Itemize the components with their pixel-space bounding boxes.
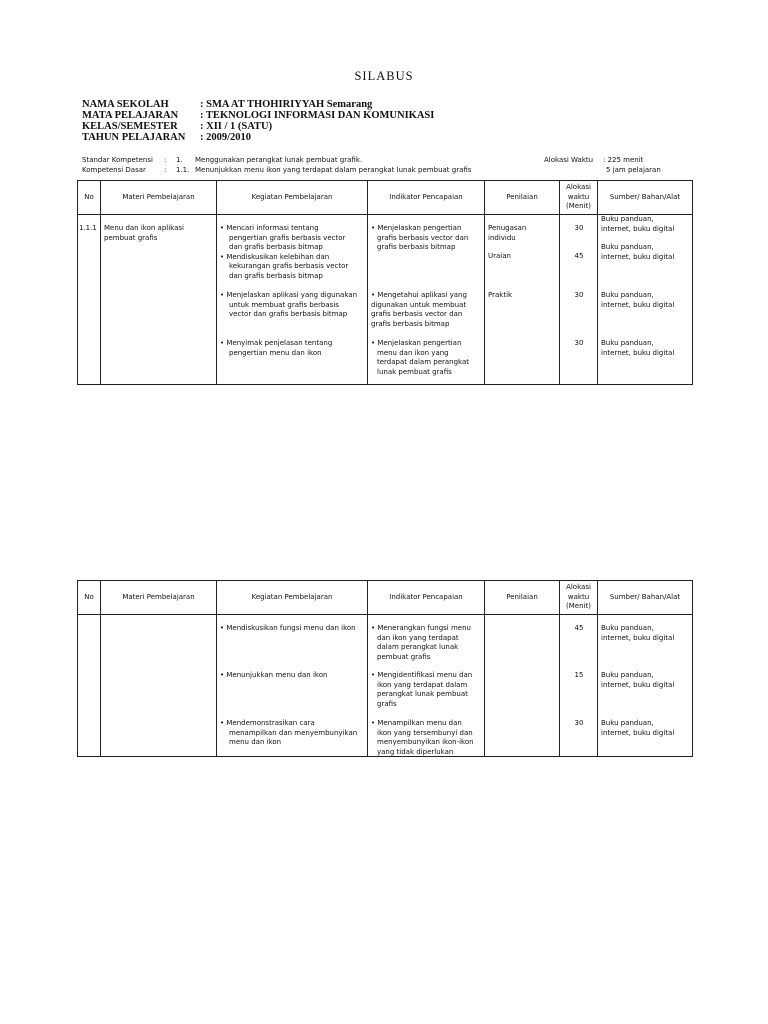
text-line: • Mengetahui aplikasi yang [371,291,467,299]
info-row-subject [82,110,434,121]
text-line: Buku panduan, [601,671,654,679]
text-line: • Menjelaskan aplikasi yang digunakan [220,291,357,299]
text-line: internet, buku digital [601,224,675,233]
kompetensi-label: Kompetensi Dasar [82,165,146,174]
kegiatan-item [220,719,357,748]
info-label: KELAS/SEMESTER [82,121,178,132]
header-penilaian: Penilaian [485,181,560,215]
text-line: menampilkan dan menyembunyikan [229,728,358,737]
cell-indikator [368,215,485,385]
text-line: ikon yang terdapat dalam [377,680,468,689]
alokasi-label: Alokasi Waktu [544,156,594,164]
header-kegiatan: Kegiatan Pembelajaran [217,581,368,615]
text-line: Menu dan ikon aplikasi [104,224,184,232]
alokasi-value: 30 [574,291,584,299]
standar-label: Standar Kompetensi [82,156,153,164]
cell-penilaian [485,215,560,385]
text-line: • Menampilkan menu dan [371,719,462,727]
sumber-item [601,215,674,234]
text-line: Buku panduan, [601,339,654,347]
penilaian-item [488,252,511,262]
cell-materi [101,615,217,757]
text-line: Penugasan [488,224,527,232]
text-line: Buku panduan, [601,719,654,727]
sumber-item [601,339,674,358]
header-sumber: Sumber/ Bahan/Alat [598,181,693,215]
standar-kompetensi-line [82,156,682,166]
cell-indikator [368,615,485,757]
text-line: digunakan untuk membuat [371,300,467,309]
info-label: NAMA SEKOLAH [82,99,169,110]
text-line: Buku panduan, [601,215,654,223]
indikator-item [371,291,467,329]
header-alokasi-line: (Menit) [566,602,591,611]
info-value: : SMA AT THOHIRIYYAH Semarang [200,99,373,110]
syllabus-table-2 [77,580,693,757]
indikator-item [371,624,471,662]
indikator-item [371,224,468,253]
text-line: perangkat lunak pembuat [377,690,468,698]
jam-pelajaran: 5 jam pelajaran [606,165,661,174]
text-line: kekurangan grafis berbasis vector [229,262,349,270]
alokasi-value: 15 [574,671,584,679]
school-info [82,99,434,143]
text-line: • Menunjukkan menu dan ikon [220,671,328,679]
alokasi-value: 45 [574,252,584,260]
text-line: Buku panduan, [601,243,654,251]
info-row-year [82,132,434,143]
kegiatan-item [220,291,357,320]
standar-colon: : [164,156,167,164]
text-line: internet, buku digital [601,252,675,261]
text-line: • Menjelaskan pengertian [371,339,462,347]
cell-alokasi [560,215,598,385]
sumber-item [601,671,674,690]
kegiatan-item [220,339,332,358]
text-line: internet, buku digital [601,300,675,309]
penilaian-item [488,291,512,301]
text-line: • Mendiskusikan fungsi menu dan ikon [220,624,356,632]
text-line: Praktik [488,291,513,299]
header-indikator: Indikator Pencapaian [368,581,485,615]
text-line: terdapat dalam perangkat [377,358,470,366]
header-alokasi-line: Alokasi [566,183,591,192]
info-label: TAHUN PELAJARAN [82,132,186,143]
text-line: • Mencari informasi tentang [220,224,319,232]
text-line: lunak pembuat grafis [377,367,452,376]
materi-text [104,224,184,243]
text-line: internet, buku digital [601,633,675,642]
kompetensi-text: Menunjukkan menu ikon yang terdapat dalam perangkat lunak pembuat grafis [195,165,472,174]
header-alokasi-line: Alokasi [566,583,591,592]
header-alokasi-line: waktu [567,192,590,201]
text-line: • Mendemonstrasikan cara [220,719,315,727]
info-label: MATA PELAJARAN [82,110,179,121]
kegiatan-item [220,624,356,634]
cell-sumber [598,615,693,757]
standar-number: 1. [176,156,183,164]
cell-sumber [598,215,693,385]
kegiatan-item [220,224,348,281]
text-line: • Mengidentifikasi menu dan [371,671,473,679]
cell-penilaian [485,615,560,757]
header-materi: Materi Pembelajaran [101,581,217,615]
cell-materi [101,215,217,385]
header-kegiatan: Kegiatan Pembelajaran [217,181,368,215]
cell-kegiatan [217,215,368,385]
text-line: dalam perangkat lunak [377,643,459,651]
header-alokasi-line: waktu [567,592,590,601]
text-line: grafis berbasis bitmap [371,319,450,328]
text-line: ikon yang tersembunyi dan [377,728,473,737]
info-value: : 2009/2010 [200,132,252,143]
header-materi: Materi Pembelajaran [101,181,217,215]
alokasi-value: 30 [574,719,584,727]
text-line: internet, buku digital [601,680,675,689]
indikator-item [371,719,474,757]
text-line: grafis berbasis vector dan [377,233,469,242]
text-line: untuk membuat grafis berbasis [229,300,339,309]
text-line: pengertian grafis berbasis vector [229,233,346,242]
indikator-item [371,671,472,709]
indikator-item [371,339,469,377]
text-line: • Menjelaskan pengertian [371,224,462,232]
cell-kegiatan [217,615,368,757]
text-line: grafis berbasis vector dan [371,310,463,318]
header-alokasi [560,181,598,215]
header-no: No [78,581,101,615]
text-line: dan grafis berbasis bitmap [229,271,323,280]
page-title: SILABUS [354,69,414,83]
header-no: No [78,181,101,215]
standar-text: Menggunakan perangkat lunak pembuat grafik. [195,156,363,164]
text-line: internet, buku digital [601,348,675,357]
info-value: : XII / 1 (SATU) [200,121,273,132]
sumber-item [601,243,674,262]
text-line: • Mendiskusikan kelebihan dan [220,252,330,261]
sumber-item [601,624,674,643]
header-alokasi [560,581,598,615]
text-line: individu [488,233,516,242]
table-header-row [78,581,693,615]
text-line: Buku panduan, [601,624,654,632]
header-penilaian: Penilaian [485,581,560,615]
kompetensi-colon: : [164,165,167,174]
alokasi-value: 45 [574,624,584,632]
text-line: dan grafis berbasis bitmap [229,243,323,251]
info-row-class [82,121,434,132]
alokasi-value: 30 [574,224,584,232]
text-line: Buku panduan, [601,291,654,299]
kompetensi-number: 1.1. [176,165,190,174]
syllabus-table-1 [77,180,693,385]
text-line: pembuat grafis [377,652,431,661]
text-line: internet, buku digital [601,728,675,737]
penilaian-item [488,224,526,243]
text-line: menyembunyikan ikon-ikon [377,738,474,746]
text-line: grafis [377,699,397,708]
info-value: : TEKNOLOGI INFORMASI DAN KOMUNIKASI [200,110,435,121]
table-row [78,615,693,757]
kegiatan-item [220,671,327,681]
row-number: 1.1.1 [79,224,97,232]
cell-alokasi [560,615,598,757]
cell-no [78,615,101,757]
alokasi-value: : 225 menit [603,156,644,164]
table-row [78,215,693,385]
info-row-school [82,99,434,110]
competency-block [82,156,682,175]
text-line: yang tidak diperlukan [377,747,454,756]
text-line: pengertian menu dan ikon [229,348,322,357]
header-alokasi-line: (Menit) [566,202,591,211]
sumber-item [601,719,674,738]
header-indikator: Indikator Pencapaian [368,181,485,215]
header-sumber: Sumber/ Bahan/Alat [598,581,693,615]
table-header-row [78,181,693,215]
alokasi-value: 30 [574,339,584,347]
text-line: • Menerangkan fungsi menu [371,624,471,632]
text-line: Uraian [488,252,511,260]
text-line: menu dan ikon yang [377,348,449,357]
kompetensi-dasar-line [82,166,682,176]
text-line: dan ikon yang terdapat [377,633,459,642]
text-line: vector dan grafis berbasis bitmap [229,310,348,318]
sumber-item [601,291,674,310]
cell-no [78,215,101,385]
text-line: pembuat grafis [104,233,158,242]
text-line: grafis berbasis bitmap [377,243,456,251]
text-line: • Menyimak penjelasan tentang [220,339,333,347]
text-line: menu dan ikon [229,738,282,746]
